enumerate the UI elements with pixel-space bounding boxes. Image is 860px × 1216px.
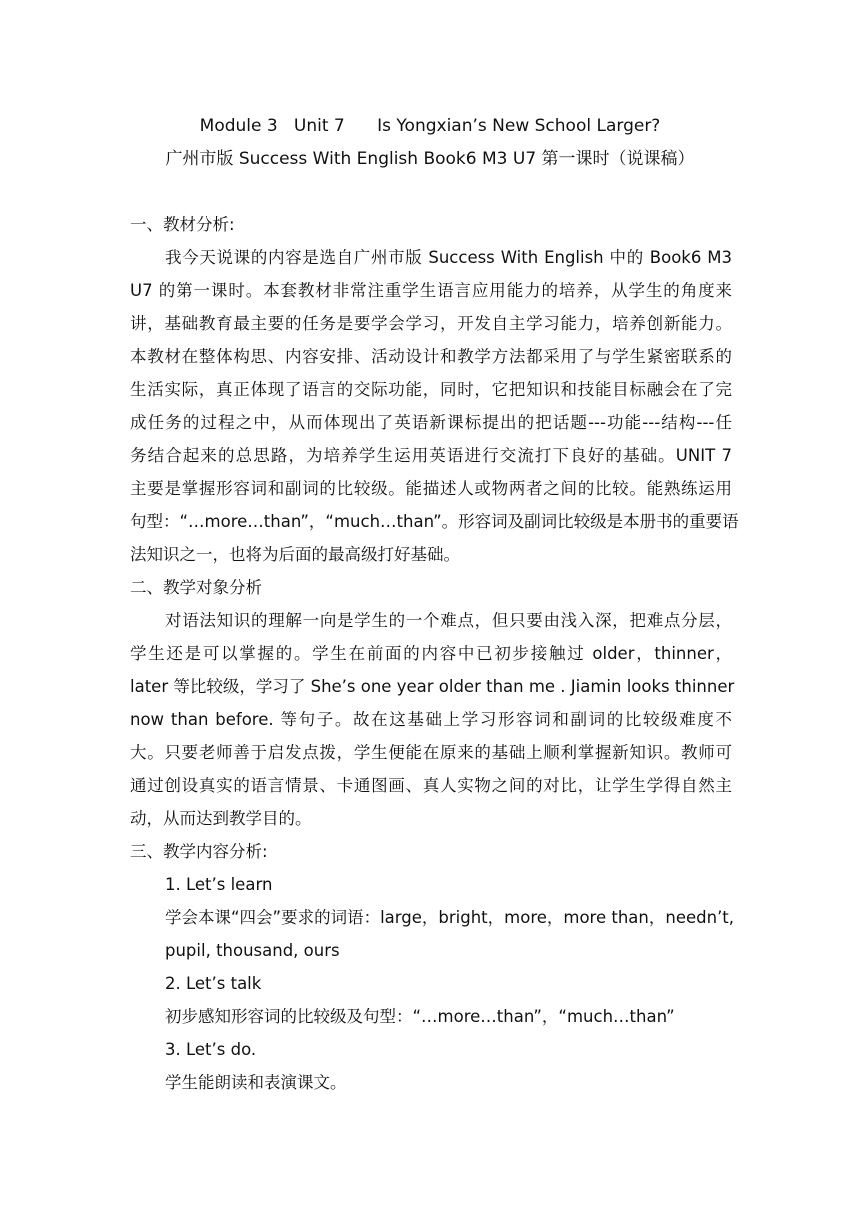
paragraph-line: later 等比较级，学习了 She’s one year older than me . Jiamin looks thinner	[130, 677, 735, 696]
paragraph-line: 法知识之一，也将为后面的最高级打好基础。	[130, 545, 460, 564]
paragraph-line: pupil, thousand, ours	[165, 941, 340, 960]
section-heading-student-analysis: 二、教学对象分析	[130, 578, 262, 597]
paragraph-line: 主要是掌握形容词和副词的比较级。能描述人或物两者之间的比较。能熟练运用	[130, 479, 732, 498]
paragraph-line: U7 的第一课时。本套教材非常注重学生语言应用能力的培养，从学生的角度来	[130, 281, 732, 300]
paragraph-line: 本教材在整体构思、内容安排、活动设计和教学方法都采用了与学生紧密联系的	[130, 347, 732, 366]
section-heading-content-analysis: 三、教学内容分析:	[130, 842, 268, 861]
paragraph-line: 大。只要老师善于启发点拨，学生便能在原来的基础上顺利掌握新知识。教师可	[130, 743, 732, 762]
paragraph-line: 初步感知形容词的比较级及句型：“…more…than”，“much…than”	[165, 1007, 675, 1026]
list-item-lets-learn: 1. Let’s learn	[165, 875, 273, 894]
paragraph-line: 讲，基础教育最主要的任务是要学会学习，开发自主学习能力，培养创新能力。	[130, 314, 732, 333]
paragraph-line: 学生还是可以掌握的。学生在前面的内容中已初步接触过 older，thinner，	[130, 644, 732, 663]
list-item-lets-do: 3. Let’s do.	[165, 1040, 257, 1059]
paragraph-line: 句型：“…more…than”，“much…than”。形容词及副词比较级是本册书的重要语	[130, 512, 739, 531]
paragraph-line: 我今天说课的内容是选自广州市版 Success With English 中的 Book6 M3	[165, 248, 732, 267]
paragraph-line: 成任务的过程之中，从而体现出了英语新课标提出的把话题---功能---结构---任	[130, 413, 732, 432]
paragraph-line: 对语法知识的理解一向是学生的一个难点，但只要由浅入深，把难点分层，	[165, 611, 732, 630]
paragraph-line: 务结合起来的总思路，为培养学生运用英语进行交流打下良好的基础。UNIT 7	[130, 446, 732, 465]
document-title: Module 3 Unit 7 Is Yongxian’s New School Larger?	[199, 116, 661, 136]
paragraph-line: 生活实际，真正体现了语言的交际功能，同时，它把知识和技能目标融会在了完	[130, 380, 732, 399]
paragraph-line: 通过创设真实的语言情景、卡通图画、真人实物之间的对比，让学生学得自然主	[130, 776, 732, 795]
paragraph-line: 动，从而达到教学目的。	[130, 809, 312, 828]
paragraph-line: 学生能朗读和表演课文。	[165, 1073, 347, 1092]
paragraph-line: now than before. 等句子。故在这基础上学习形容词和副词的比较级难度不	[130, 710, 732, 729]
paragraph-line: 学会本课“四会”要求的词语：large，bright，more，more than，needn’t,	[165, 908, 735, 927]
list-item-lets-talk: 2. Let’s talk	[165, 974, 262, 993]
document-subtitle: 广州市版 Success With English Book6 M3 U7 第一课时（说课稿）	[165, 149, 695, 169]
section-heading-textbook-analysis: 一、教材分析:	[130, 215, 235, 234]
